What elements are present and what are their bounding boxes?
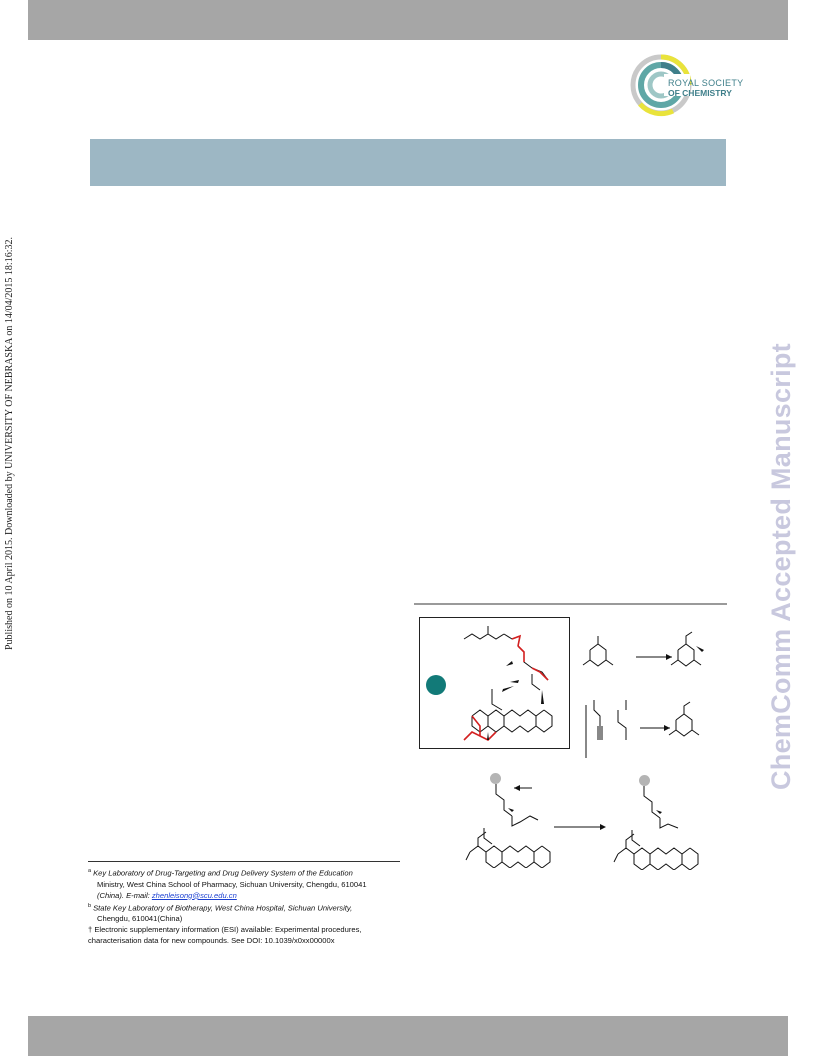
logo-line1: ROYAL SOCIETY bbox=[668, 78, 744, 88]
affiliation-b-line2: Chengdu, 610041(China) bbox=[97, 914, 183, 924]
structure-right-bottom bbox=[612, 784, 712, 870]
macrolide-structure-main bbox=[462, 622, 568, 747]
affiliation-b-line1: State Key Laboratory of Biotherapy, West China Hospital, Sichuan University, bbox=[93, 903, 353, 913]
figure-top-rule bbox=[414, 603, 727, 605]
top-header-bar bbox=[28, 0, 788, 40]
affiliation-a-line1: Key Laboratory of Drug-Targeting and Drug Delivery System of the Education bbox=[93, 868, 353, 878]
manuscript-watermark: ChemComm Accepted Manuscript bbox=[766, 343, 796, 790]
bottom-footer-bar bbox=[28, 1016, 788, 1056]
affiliation-a-line2: Ministry, West China School of Pharmacy, Sichuan University, Chengdu, 610041 bbox=[97, 879, 367, 889]
teal-marker-icon bbox=[426, 675, 446, 695]
footnotes bbox=[88, 866, 408, 946]
affiliation-a bbox=[88, 866, 408, 879]
logo-line2: OF CHEMISTRY bbox=[668, 88, 732, 98]
esi-line2: characterisation data for new compounds. See DOI: 10.1039/x0xx00000x bbox=[88, 936, 335, 946]
email-link[interactable]: zhenleisong@scu.edu.cn bbox=[151, 890, 237, 900]
affiliation-a-line3 bbox=[88, 890, 408, 901]
reaction-arrow-bottom bbox=[552, 822, 608, 832]
affiliation-a-marker: a bbox=[88, 868, 92, 874]
email-prefix: (China). E-mail: bbox=[97, 890, 152, 900]
structure-left-bottom bbox=[464, 782, 564, 868]
affiliation-b bbox=[88, 901, 408, 914]
fragment-structures bbox=[578, 630, 718, 758]
footnote-rule bbox=[88, 861, 400, 862]
title-band bbox=[90, 139, 726, 186]
esi-line1: † Electronic supplementary information (ESI) available: Experimental procedures, bbox=[88, 925, 362, 935]
publication-note: Published on 10 April 2015. Downloaded by UNIVERSITY OF NEBRASKA on 14/04/2015 18:16:32. bbox=[4, 237, 15, 650]
affiliation-b-marker: b bbox=[88, 902, 92, 909]
